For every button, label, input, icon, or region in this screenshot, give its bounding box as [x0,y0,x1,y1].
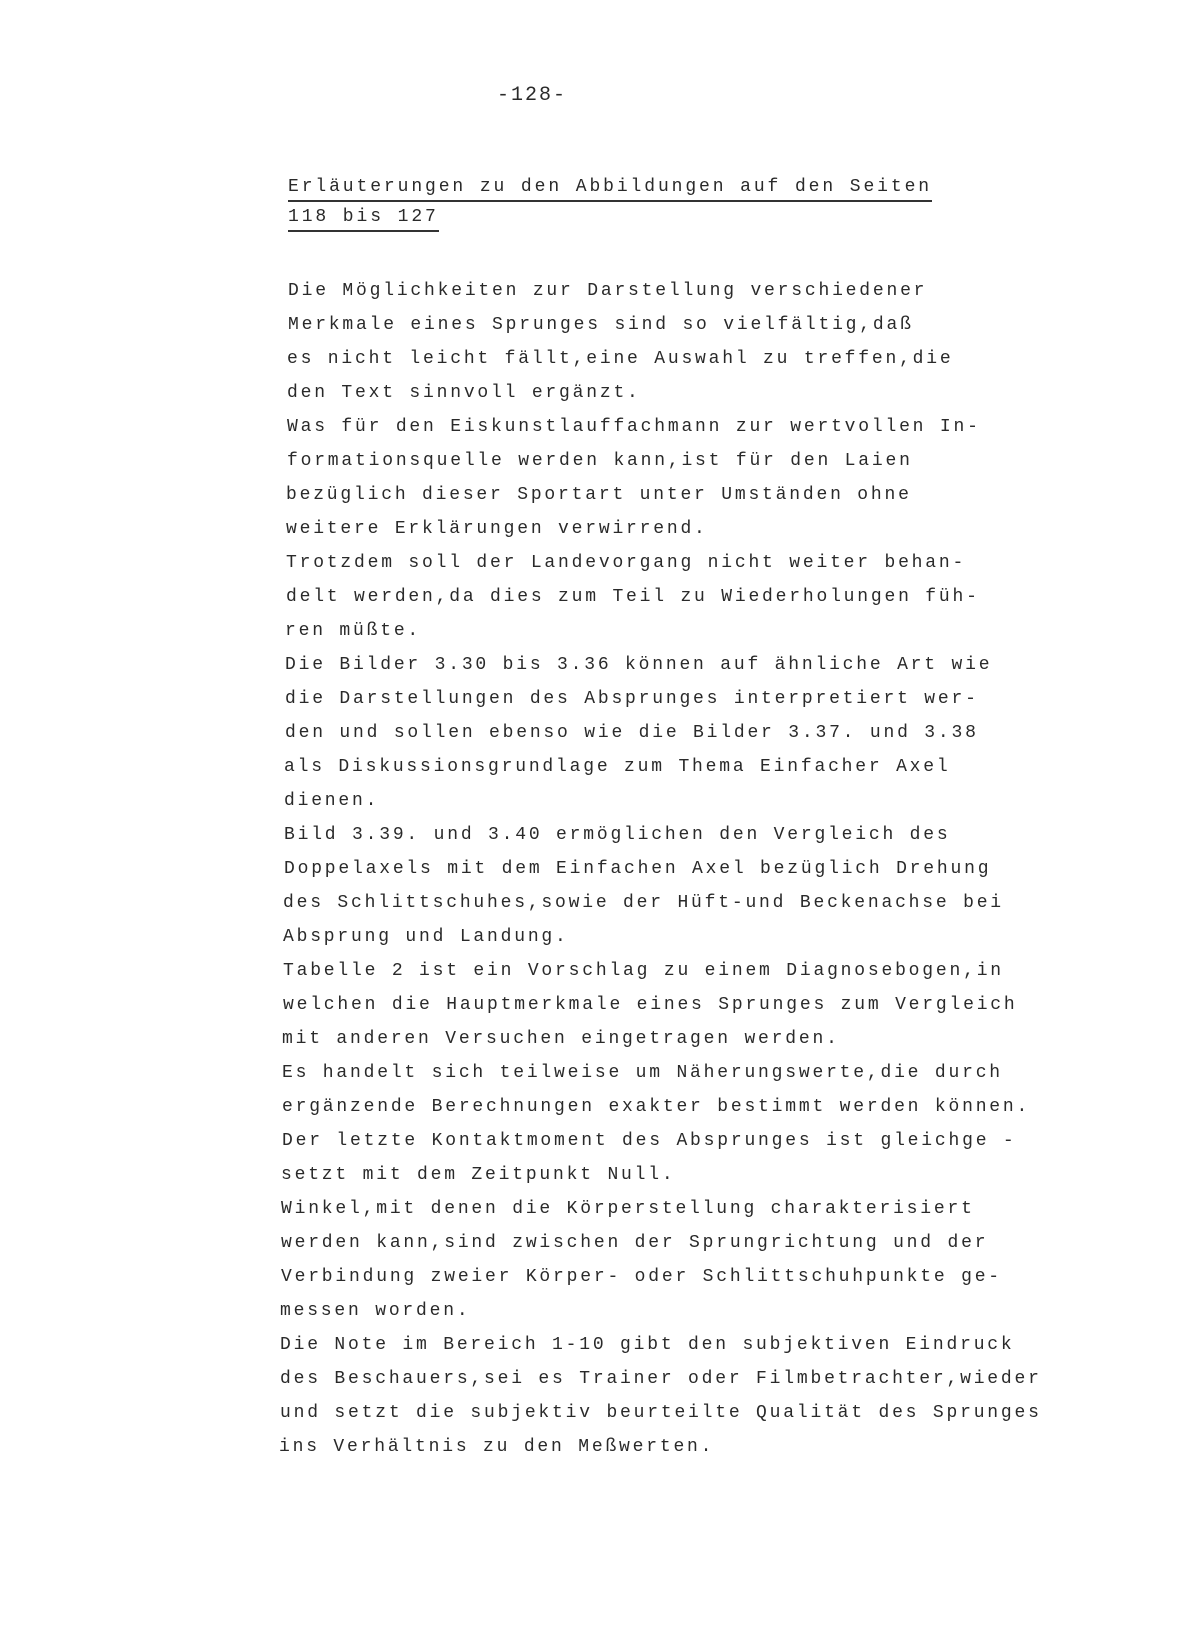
text-line: messen worden. [280,1301,471,1321]
text-line: Absprung und Landung. [283,927,569,947]
text-line: weitere Erklärungen verwirrend. [286,519,708,539]
heading-line-2: 118 bis 127 [288,204,439,232]
text-line: ren müßte. [285,621,422,641]
text-line: es nicht leicht fällt,eine Auswahl zu treffen,die [287,349,954,369]
text-line: Die Möglichkeiten zur Darstellung verschiedener [288,281,928,301]
section-heading [288,172,932,232]
body-text [280,274,1042,1464]
text-line: welchen die Hauptmerkmale eines Sprunges zum Vergleich [283,995,1018,1015]
text-line: den und sollen ebenso wie die Bilder 3.37. und 3.38 [285,723,979,743]
text-line: Was für den Eiskunstlauffachmann zur wertvollen In- [287,417,981,437]
text-line: Verbindung zweier Körper- oder Schlittschuhpunkte ge- [281,1267,1002,1287]
text-line: die Darstellungen des Absprunges interpretiert wer- [285,689,979,709]
text-line: setzt mit dem Zeitpunkt Null. [281,1165,676,1185]
text-line: ergänzende Berechnungen exakter bestimmt werden können. [282,1097,1031,1117]
page-number: -128- [497,84,568,107]
text-line: als Diskussionsgrundlage zum Thema Einfacher Axel [284,757,951,777]
text-line: Die Bilder 3.30 bis 3.36 können auf ähnliche Art wie [285,655,993,675]
text-line: Merkmale eines Sprunges sind so vielfältig,daß [288,315,914,335]
text-line: Trotzdem soll der Landevorgang nicht weiter behan- [286,553,967,573]
text-line: und setzt die subjektiv beurteilte Qualität des Sprunges [280,1403,1042,1423]
text-line: Der letzte Kontaktmoment des Absprunges ist gleichge - [282,1131,1017,1151]
text-line: Tabelle 2 ist ein Vorschlag zu einem Diagnosebogen,in [283,961,1004,981]
heading-line-1: Erläuterungen zu den Abbildungen auf den Seiten [288,174,932,202]
text-line: des Schlittschuhes,sowie der Hüft-und Beckenachse bei [283,893,1004,913]
text-line: Bild 3.39. und 3.40 ermöglichen den Vergleich des [284,825,951,845]
text-line: des Beschauers,sei es Trainer oder Filmbetrachter,wieder [280,1369,1042,1389]
text-line: bezüglich dieser Sportart unter Umständen ohne [286,485,912,505]
text-line: den Text sinnvoll ergänzt. [287,383,641,403]
text-line: Die Note im Bereich 1-10 gibt den subjektiven Eindruck [280,1335,1015,1355]
text-line: Doppelaxels mit dem Einfachen Axel bezüglich Drehung [284,859,992,879]
text-line: delt werden,da dies zum Teil zu Wiederholungen füh- [286,587,980,607]
text-line: Winkel,mit denen die Körperstellung charakterisiert [281,1199,975,1219]
text-line: ins Verhältnis zu den Meßwerten. [279,1437,715,1457]
text-line: Es handelt sich teilweise um Näherungswerte,die durch [282,1063,1003,1083]
text-line: werden kann,sind zwischen der Sprungrichtung und der [281,1233,989,1253]
text-line: dienen. [284,791,380,811]
text-line: mit anderen Versuchen eingetragen werden. [282,1029,840,1049]
text-line: formationsquelle werden kann,ist für den Laien [287,451,913,471]
